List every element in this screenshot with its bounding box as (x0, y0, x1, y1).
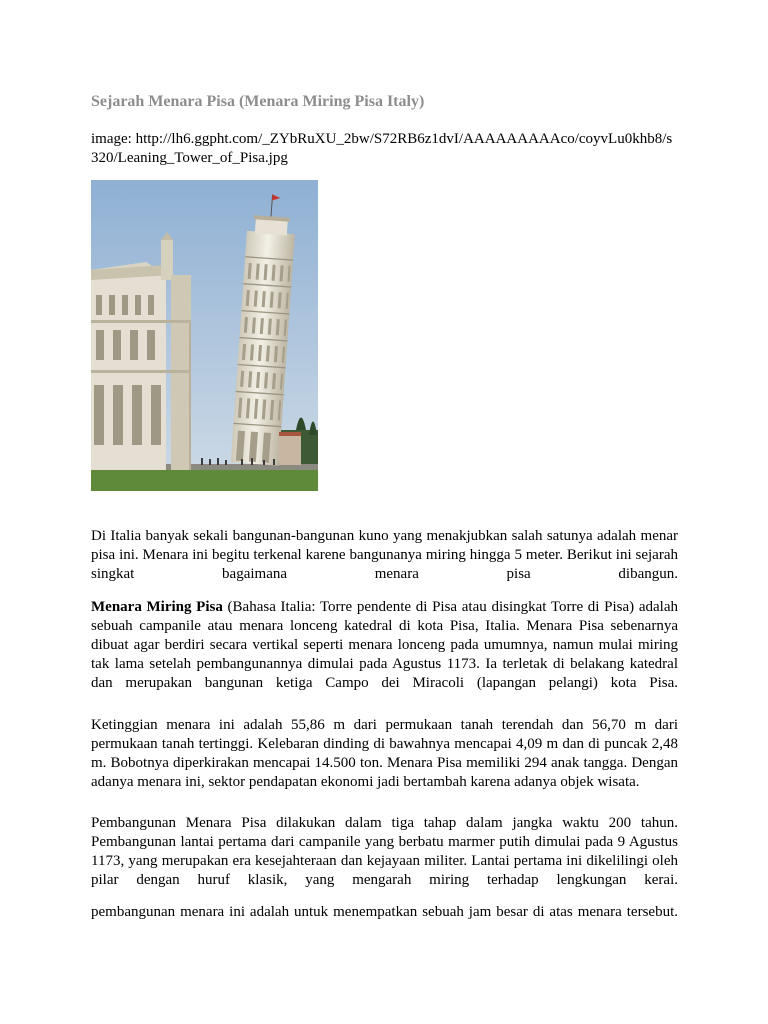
paragraph-construction: Pembangunan Menara Pisa dilakukan dalam tiga tahap dalam jangka waktu 200 tahun. Pembangunan lantai pertama dari campanile yang berbatu marmer putih dimulai pada 9 Agustus 1173, yang merupakan era kesejahteraan dan kejayaan militer. Lantai pertama ini dikelilingi oleh pilar dengan huruf klasik, yang mengarah miring terhadap lengkungan kerai. (91, 815, 678, 888)
page-title: Sejarah Menara Pisa (Menara Miring Pisa Italy) (91, 93, 425, 110)
document-page (91, 92, 678, 920)
definition-text: (Bahasa Italia: Torre pendente di Pisa atau disingkat Torre di Pisa) adalah sebuah campanile atau menara lonceng katedral di kota Pisa, Italia. Menara Pisa sebenarnya dibuat agar berdiri secara vertikal seperti menara lonceng pada umumnya, namun mulai miring tak lama setelah pembangunannya dimulai pada Agustus 1173. Ia terletak di belakang katedral dan merupakan bangunan ketiga Campo dei Miracoli (lapangan pelangi) kota Pisa. (91, 599, 678, 691)
paragraph-purpose: pembangunan menara ini adalah untuk menempatkan sebuah jam besar di atas menara tersebut. (91, 904, 678, 920)
paragraph-dimensions: Ketinggian menara ini adalah 55,86 m dari permukaan tanah terendah dan 56,70 m dari permukaan tanah tertinggi. Kelebaran dinding di bawahnya mencapai 4,09 m dan di puncak 2,48 m. Bobotnya diperkirakan mencapai 14.500 ton. Menara Pisa memiliki 294 anak tangga. Dengan adanya menara ini, sektor pendapatan ekonomi jadi bertambah karena adanya objek wisata. (91, 717, 678, 790)
paragraph-definition (91, 598, 678, 693)
image-caption: image: http://lh6.ggpht.com/_ZYbRuXU_2bw/S72RB6z1dvI/AAAAAAAAAco/coyvLu0khb8/s320/Leaning_Tower_of_Pisa.jpg (91, 131, 673, 166)
term-bold: Menara Miring Pisa (91, 599, 223, 615)
leaning-tower-photo (91, 180, 318, 491)
paragraph-intro: Di Italia banyak sekali bangunan-bangunan kuno yang menakjubkan salah satunya adalah menar pisa ini. Menara ini begitu terkenal karene bangunanya miring hingga 5 meter. Berikut ini sejarah singkat bagaimana menara pisa dibangun. (91, 528, 678, 582)
